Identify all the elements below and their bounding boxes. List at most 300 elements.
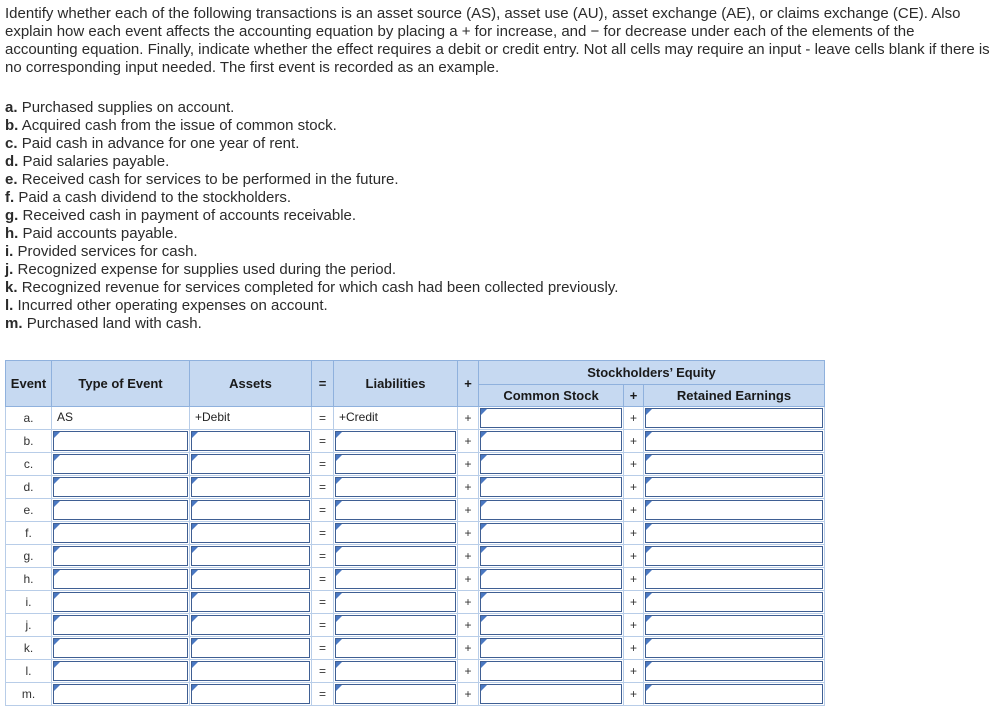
row-event-label: j. — [6, 614, 52, 637]
liabilities-input-value[interactable] — [335, 684, 456, 704]
header-stockholders-equity: Stockholders’ Equity — [479, 361, 825, 385]
event-letter: m. — [5, 315, 23, 332]
plus-sign: + — [624, 476, 644, 499]
assets-input — [190, 407, 312, 430]
common-stock-input-value[interactable] — [480, 638, 622, 658]
common-stock-input[interactable] — [479, 476, 624, 499]
dropdown-marker-icon — [336, 501, 342, 507]
equals-sign: = — [312, 545, 334, 568]
dropdown-marker-icon — [481, 639, 487, 645]
event-text: Recognized expense for supplies used during the period. — [17, 261, 397, 278]
dropdown-marker-icon — [192, 662, 198, 668]
type-of-event-input[interactable] — [52, 545, 190, 568]
plus-sign: + — [624, 407, 644, 430]
assets-input-value[interactable] — [191, 431, 310, 451]
dropdown-marker-icon — [481, 524, 487, 530]
assets-input-value: +Debit — [191, 408, 310, 428]
retained-earnings-input-value[interactable] — [645, 615, 823, 635]
plus-sign: + — [458, 637, 479, 660]
dropdown-marker-icon — [336, 547, 342, 553]
event-text: Recognized revenue for services completed for which cash had been collected previously. — [21, 279, 619, 296]
type-of-event-input[interactable] — [52, 637, 190, 660]
event-text: Provided services for cash. — [17, 243, 198, 260]
row-event-label: c. — [6, 453, 52, 476]
type-of-event-input[interactable] — [52, 453, 190, 476]
liabilities-input[interactable] — [334, 591, 458, 614]
event-item — [5, 243, 618, 261]
event-text: Paid a cash dividend to the stockholders. — [18, 189, 292, 206]
table-row — [6, 614, 825, 637]
retained-earnings-input-value[interactable] — [645, 638, 823, 658]
common-stock-input[interactable] — [479, 683, 624, 706]
table-row — [6, 683, 825, 706]
plus-sign: + — [624, 522, 644, 545]
assets-input[interactable] — [190, 453, 312, 476]
header-plus-equity: + — [624, 385, 644, 407]
common-stock-input-value[interactable] — [480, 408, 622, 428]
dropdown-marker-icon — [336, 455, 342, 461]
dropdown-marker-icon — [646, 662, 652, 668]
liabilities-input-value[interactable] — [335, 638, 456, 658]
dropdown-marker-icon — [192, 593, 198, 599]
plus-sign: + — [458, 614, 479, 637]
dropdown-marker-icon — [646, 685, 652, 691]
assets-input[interactable] — [190, 637, 312, 660]
assets-input[interactable] — [190, 614, 312, 637]
common-stock-input-value[interactable] — [480, 523, 622, 543]
equals-sign: = — [312, 614, 334, 637]
dropdown-marker-icon — [646, 639, 652, 645]
dropdown-marker-icon — [336, 524, 342, 530]
plus-sign: + — [458, 476, 479, 499]
dropdown-marker-icon — [646, 570, 652, 576]
row-event-label: k. — [6, 637, 52, 660]
liabilities-input[interactable] — [334, 453, 458, 476]
type-of-event-input[interactable] — [52, 614, 190, 637]
event-text: Purchased supplies on account. — [21, 99, 235, 116]
event-item — [5, 117, 618, 135]
type-of-event-input-value[interactable] — [53, 615, 188, 635]
retained-earnings-input[interactable] — [644, 568, 825, 591]
equals-sign: = — [312, 522, 334, 545]
type-of-event-input[interactable] — [52, 568, 190, 591]
dropdown-marker-icon — [54, 501, 60, 507]
event-text: Acquired cash from the issue of common stock. — [21, 117, 337, 134]
dropdown-marker-icon — [481, 616, 487, 622]
event-item — [5, 153, 618, 171]
event-text: Incurred other operating expenses on account. — [17, 297, 328, 314]
retained-earnings-input[interactable] — [644, 476, 825, 499]
dropdown-marker-icon — [192, 616, 198, 622]
equals-sign: = — [312, 637, 334, 660]
liabilities-input[interactable] — [334, 545, 458, 568]
retained-earnings-input-value[interactable] — [645, 500, 823, 520]
dropdown-marker-icon — [336, 570, 342, 576]
liabilities-input[interactable] — [334, 430, 458, 453]
header-equals: = — [312, 361, 334, 407]
type-of-event-input[interactable] — [52, 591, 190, 614]
equation-table — [5, 360, 825, 706]
assets-input[interactable] — [190, 499, 312, 522]
liabilities-input-value: +Credit — [335, 408, 456, 428]
event-letter: l. — [5, 297, 14, 314]
retained-earnings-input[interactable] — [644, 430, 825, 453]
dropdown-marker-icon — [54, 639, 60, 645]
dropdown-marker-icon — [54, 685, 60, 691]
event-letter: j. — [5, 261, 14, 278]
plus-sign: + — [458, 430, 479, 453]
row-event-label: f. — [6, 522, 52, 545]
event-letter: d. — [5, 153, 19, 170]
equals-sign: = — [312, 683, 334, 706]
plus-sign: + — [624, 430, 644, 453]
type-of-event-input-value[interactable] — [53, 431, 188, 451]
dropdown-marker-icon — [54, 662, 60, 668]
type-of-event-input-value[interactable] — [53, 454, 188, 474]
dropdown-marker-icon — [646, 547, 652, 553]
table-row — [6, 453, 825, 476]
type-of-event-input-value[interactable] — [53, 684, 188, 704]
common-stock-input-value[interactable] — [480, 592, 622, 612]
retained-earnings-input[interactable] — [644, 545, 825, 568]
common-stock-input-value[interactable] — [480, 431, 622, 451]
liabilities-input[interactable] — [334, 499, 458, 522]
dropdown-marker-icon — [54, 570, 60, 576]
row-event-label: a. — [6, 407, 52, 430]
dropdown-marker-icon — [481, 662, 487, 668]
type-of-event-input[interactable] — [52, 683, 190, 706]
assets-input-value[interactable] — [191, 569, 310, 589]
common-stock-input-value[interactable] — [480, 684, 622, 704]
type-of-event-input-value[interactable] — [53, 592, 188, 612]
event-item — [5, 207, 618, 225]
assets-input[interactable] — [190, 568, 312, 591]
type-of-event-input[interactable] — [52, 660, 190, 683]
plus-sign: + — [624, 453, 644, 476]
row-event-label: b. — [6, 430, 52, 453]
type-of-event-input-value[interactable] — [53, 661, 188, 681]
assets-input-value[interactable] — [191, 592, 310, 612]
assets-input[interactable] — [190, 591, 312, 614]
equals-sign: = — [312, 430, 334, 453]
event-item — [5, 261, 618, 279]
retained-earnings-input[interactable] — [644, 660, 825, 683]
header-plus: + — [458, 361, 479, 407]
table-row — [6, 545, 825, 568]
header-common-stock: Common Stock — [479, 385, 624, 407]
dropdown-marker-icon — [481, 593, 487, 599]
assets-input[interactable] — [190, 683, 312, 706]
dropdown-marker-icon — [336, 478, 342, 484]
event-letter: g. — [5, 207, 19, 224]
retained-earnings-input-value[interactable] — [645, 477, 823, 497]
assets-input[interactable] — [190, 522, 312, 545]
dropdown-marker-icon — [192, 455, 198, 461]
common-stock-input[interactable] — [479, 430, 624, 453]
event-letter: k. — [5, 279, 18, 296]
event-item — [5, 315, 618, 333]
common-stock-input[interactable] — [479, 568, 624, 591]
common-stock-input-value[interactable] — [480, 477, 622, 497]
common-stock-input[interactable] — [479, 637, 624, 660]
type-of-event-input-value[interactable] — [53, 523, 188, 543]
common-stock-input-value[interactable] — [480, 661, 622, 681]
event-item — [5, 99, 618, 117]
liabilities-input[interactable] — [334, 476, 458, 499]
type-of-event-input-value[interactable] — [53, 500, 188, 520]
event-letter: a. — [5, 99, 18, 116]
event-letter: b. — [5, 117, 19, 134]
row-event-label: h. — [6, 568, 52, 591]
plus-sign: + — [458, 683, 479, 706]
row-event-label: d. — [6, 476, 52, 499]
retained-earnings-input-value[interactable] — [645, 431, 823, 451]
liabilities-input — [334, 407, 458, 430]
liabilities-input-value[interactable] — [335, 546, 456, 566]
retained-earnings-input-value[interactable] — [645, 408, 823, 428]
row-event-label: g. — [6, 545, 52, 568]
common-stock-input-value[interactable] — [480, 569, 622, 589]
dropdown-marker-icon — [54, 524, 60, 530]
row-event-label: e. — [6, 499, 52, 522]
common-stock-input[interactable] — [479, 545, 624, 568]
dropdown-marker-icon — [336, 685, 342, 691]
dropdown-marker-icon — [646, 616, 652, 622]
table-row — [6, 476, 825, 499]
retained-earnings-input[interactable] — [644, 499, 825, 522]
liabilities-input[interactable] — [334, 683, 458, 706]
assets-input-value[interactable] — [191, 684, 310, 704]
type-of-event-input — [52, 407, 190, 430]
table-row — [6, 568, 825, 591]
event-item — [5, 225, 618, 243]
equals-sign: = — [312, 591, 334, 614]
retained-earnings-input-value[interactable] — [645, 523, 823, 543]
row-event-label: m. — [6, 683, 52, 706]
dropdown-marker-icon — [54, 616, 60, 622]
event-letter: e. — [5, 171, 18, 188]
type-of-event-input-value: AS — [53, 408, 188, 428]
dropdown-marker-icon — [481, 547, 487, 553]
dropdown-marker-icon — [481, 685, 487, 691]
assets-input-value[interactable] — [191, 615, 310, 635]
event-item — [5, 189, 618, 207]
retained-earnings-input-value[interactable] — [645, 454, 823, 474]
retained-earnings-input[interactable] — [644, 614, 825, 637]
table-row — [6, 660, 825, 683]
table-row — [6, 499, 825, 522]
dropdown-marker-icon — [192, 570, 198, 576]
dropdown-marker-icon — [54, 432, 60, 438]
event-letter: c. — [5, 135, 18, 152]
retained-earnings-input[interactable] — [644, 683, 825, 706]
dropdown-marker-icon — [336, 616, 342, 622]
common-stock-input-value[interactable] — [480, 546, 622, 566]
assets-input-value[interactable] — [191, 523, 310, 543]
liabilities-input-value[interactable] — [335, 431, 456, 451]
dropdown-marker-icon — [192, 547, 198, 553]
event-text: Paid cash in advance for one year of rent. — [21, 135, 300, 152]
liabilities-input-value[interactable] — [335, 592, 456, 612]
retained-earnings-input[interactable] — [644, 591, 825, 614]
common-stock-input-value[interactable] — [480, 500, 622, 520]
type-of-event-input-value[interactable] — [53, 546, 188, 566]
dropdown-marker-icon — [192, 432, 198, 438]
event-list — [5, 99, 618, 333]
liabilities-input-value[interactable] — [335, 523, 456, 543]
event-text: Purchased land with cash. — [26, 315, 202, 332]
dropdown-marker-icon — [192, 524, 198, 530]
type-of-event-input[interactable] — [52, 430, 190, 453]
assets-input[interactable] — [190, 660, 312, 683]
dropdown-marker-icon — [54, 547, 60, 553]
equals-sign: = — [312, 660, 334, 683]
retained-earnings-input-value[interactable] — [645, 684, 823, 704]
dropdown-marker-icon — [646, 593, 652, 599]
plus-sign: + — [624, 499, 644, 522]
table-row — [6, 591, 825, 614]
assets-input[interactable] — [190, 545, 312, 568]
liabilities-input-value[interactable] — [335, 454, 456, 474]
common-stock-input[interactable] — [479, 499, 624, 522]
liabilities-input[interactable] — [334, 522, 458, 545]
common-stock-input[interactable] — [479, 660, 624, 683]
retained-earnings-input-value[interactable] — [645, 661, 823, 681]
assets-input-value[interactable] — [191, 638, 310, 658]
retained-earnings-input[interactable] — [644, 637, 825, 660]
event-text: Received cash in payment of accounts receivable. — [22, 207, 357, 224]
plus-sign: + — [624, 568, 644, 591]
type-of-event-input-value[interactable] — [53, 638, 188, 658]
liabilities-input[interactable] — [334, 637, 458, 660]
equals-sign: = — [312, 568, 334, 591]
common-stock-input[interactable] — [479, 614, 624, 637]
common-stock-input[interactable] — [479, 453, 624, 476]
plus-sign: + — [458, 522, 479, 545]
event-letter: h. — [5, 225, 19, 242]
event-text: Paid salaries payable. — [22, 153, 170, 170]
event-item — [5, 297, 618, 315]
dropdown-marker-icon — [646, 478, 652, 484]
retained-earnings-input-value[interactable] — [645, 592, 823, 612]
liabilities-input[interactable] — [334, 660, 458, 683]
retained-earnings-input[interactable] — [644, 407, 825, 430]
event-item — [5, 135, 618, 153]
assets-input-value[interactable] — [191, 500, 310, 520]
equals-sign: = — [312, 476, 334, 499]
event-item — [5, 171, 618, 189]
dropdown-marker-icon — [336, 432, 342, 438]
row-event-label: i. — [6, 591, 52, 614]
plus-sign: + — [458, 407, 479, 430]
common-stock-input-value[interactable] — [480, 615, 622, 635]
plus-sign: + — [458, 660, 479, 683]
common-stock-input[interactable] — [479, 407, 624, 430]
assets-input[interactable] — [190, 476, 312, 499]
instructions-text: Identify whether each of the following transactions is an asset source (AS), asset use (AU), asset exchange (AE), or claims exchange (CE). Also explain how each event affects the accounting equation by placing a + for increase, and − for decrease under each of the elements of the accounting equation. Finally, indicate whether the effect requires a debit or credit entry. Not all cells may require an input - leave cells blank if there is no corresponding input needed. The first event is recorded as an example. — [5, 5, 990, 76]
header-retained-earnings: Retained Earnings — [644, 385, 825, 407]
type-of-event-input-value[interactable] — [53, 569, 188, 589]
liabilities-input-value[interactable] — [335, 615, 456, 635]
plus-sign: + — [624, 637, 644, 660]
dropdown-marker-icon — [481, 455, 487, 461]
event-letter: i. — [5, 243, 14, 260]
plus-sign: + — [458, 499, 479, 522]
plus-sign: + — [458, 545, 479, 568]
table-row — [6, 430, 825, 453]
dropdown-marker-icon — [646, 409, 652, 415]
plus-sign: + — [624, 545, 644, 568]
retained-earnings-input[interactable] — [644, 453, 825, 476]
plus-sign: + — [458, 453, 479, 476]
table-row — [6, 637, 825, 660]
type-of-event-input[interactable] — [52, 522, 190, 545]
equals-sign: = — [312, 499, 334, 522]
liabilities-input[interactable] — [334, 568, 458, 591]
common-stock-input-value[interactable] — [480, 454, 622, 474]
event-text: Paid accounts payable. — [22, 225, 178, 242]
type-of-event-input-value[interactable] — [53, 477, 188, 497]
dropdown-marker-icon — [481, 409, 487, 415]
event-item — [5, 279, 618, 297]
liabilities-input-value[interactable] — [335, 569, 456, 589]
equals-sign: = — [312, 407, 334, 430]
dropdown-marker-icon — [646, 432, 652, 438]
assets-input-value[interactable] — [191, 661, 310, 681]
dropdown-marker-icon — [336, 662, 342, 668]
liabilities-input-value[interactable] — [335, 661, 456, 681]
dropdown-marker-icon — [54, 455, 60, 461]
type-of-event-input[interactable] — [52, 476, 190, 499]
dropdown-marker-icon — [54, 593, 60, 599]
common-stock-input[interactable] — [479, 522, 624, 545]
row-event-label: l. — [6, 660, 52, 683]
plus-sign: + — [624, 660, 644, 683]
dropdown-marker-icon — [646, 501, 652, 507]
retained-earnings-input[interactable] — [644, 522, 825, 545]
liabilities-input[interactable] — [334, 614, 458, 637]
plus-sign: + — [624, 591, 644, 614]
header-liabilities: Liabilities — [334, 361, 458, 407]
assets-input-value[interactable] — [191, 477, 310, 497]
common-stock-input[interactable] — [479, 591, 624, 614]
assets-input-value[interactable] — [191, 546, 310, 566]
dropdown-marker-icon — [336, 593, 342, 599]
table-row — [6, 522, 825, 545]
dropdown-marker-icon — [192, 639, 198, 645]
retained-earnings-input-value[interactable] — [645, 546, 823, 566]
table-row — [6, 407, 825, 430]
assets-input[interactable] — [190, 430, 312, 453]
liabilities-input-value[interactable] — [335, 500, 456, 520]
liabilities-input-value[interactable] — [335, 477, 456, 497]
dropdown-marker-icon — [481, 501, 487, 507]
dropdown-marker-icon — [54, 478, 60, 484]
retained-earnings-input-value[interactable] — [645, 569, 823, 589]
type-of-event-input[interactable] — [52, 499, 190, 522]
dropdown-marker-icon — [481, 478, 487, 484]
dropdown-marker-icon — [192, 478, 198, 484]
dropdown-marker-icon — [336, 639, 342, 645]
header-assets: Assets — [190, 361, 312, 407]
dropdown-marker-icon — [481, 432, 487, 438]
assets-input-value[interactable] — [191, 454, 310, 474]
plus-sign: + — [624, 614, 644, 637]
dropdown-marker-icon — [481, 570, 487, 576]
plus-sign: + — [458, 591, 479, 614]
equals-sign: = — [312, 453, 334, 476]
plus-sign: + — [458, 568, 479, 591]
